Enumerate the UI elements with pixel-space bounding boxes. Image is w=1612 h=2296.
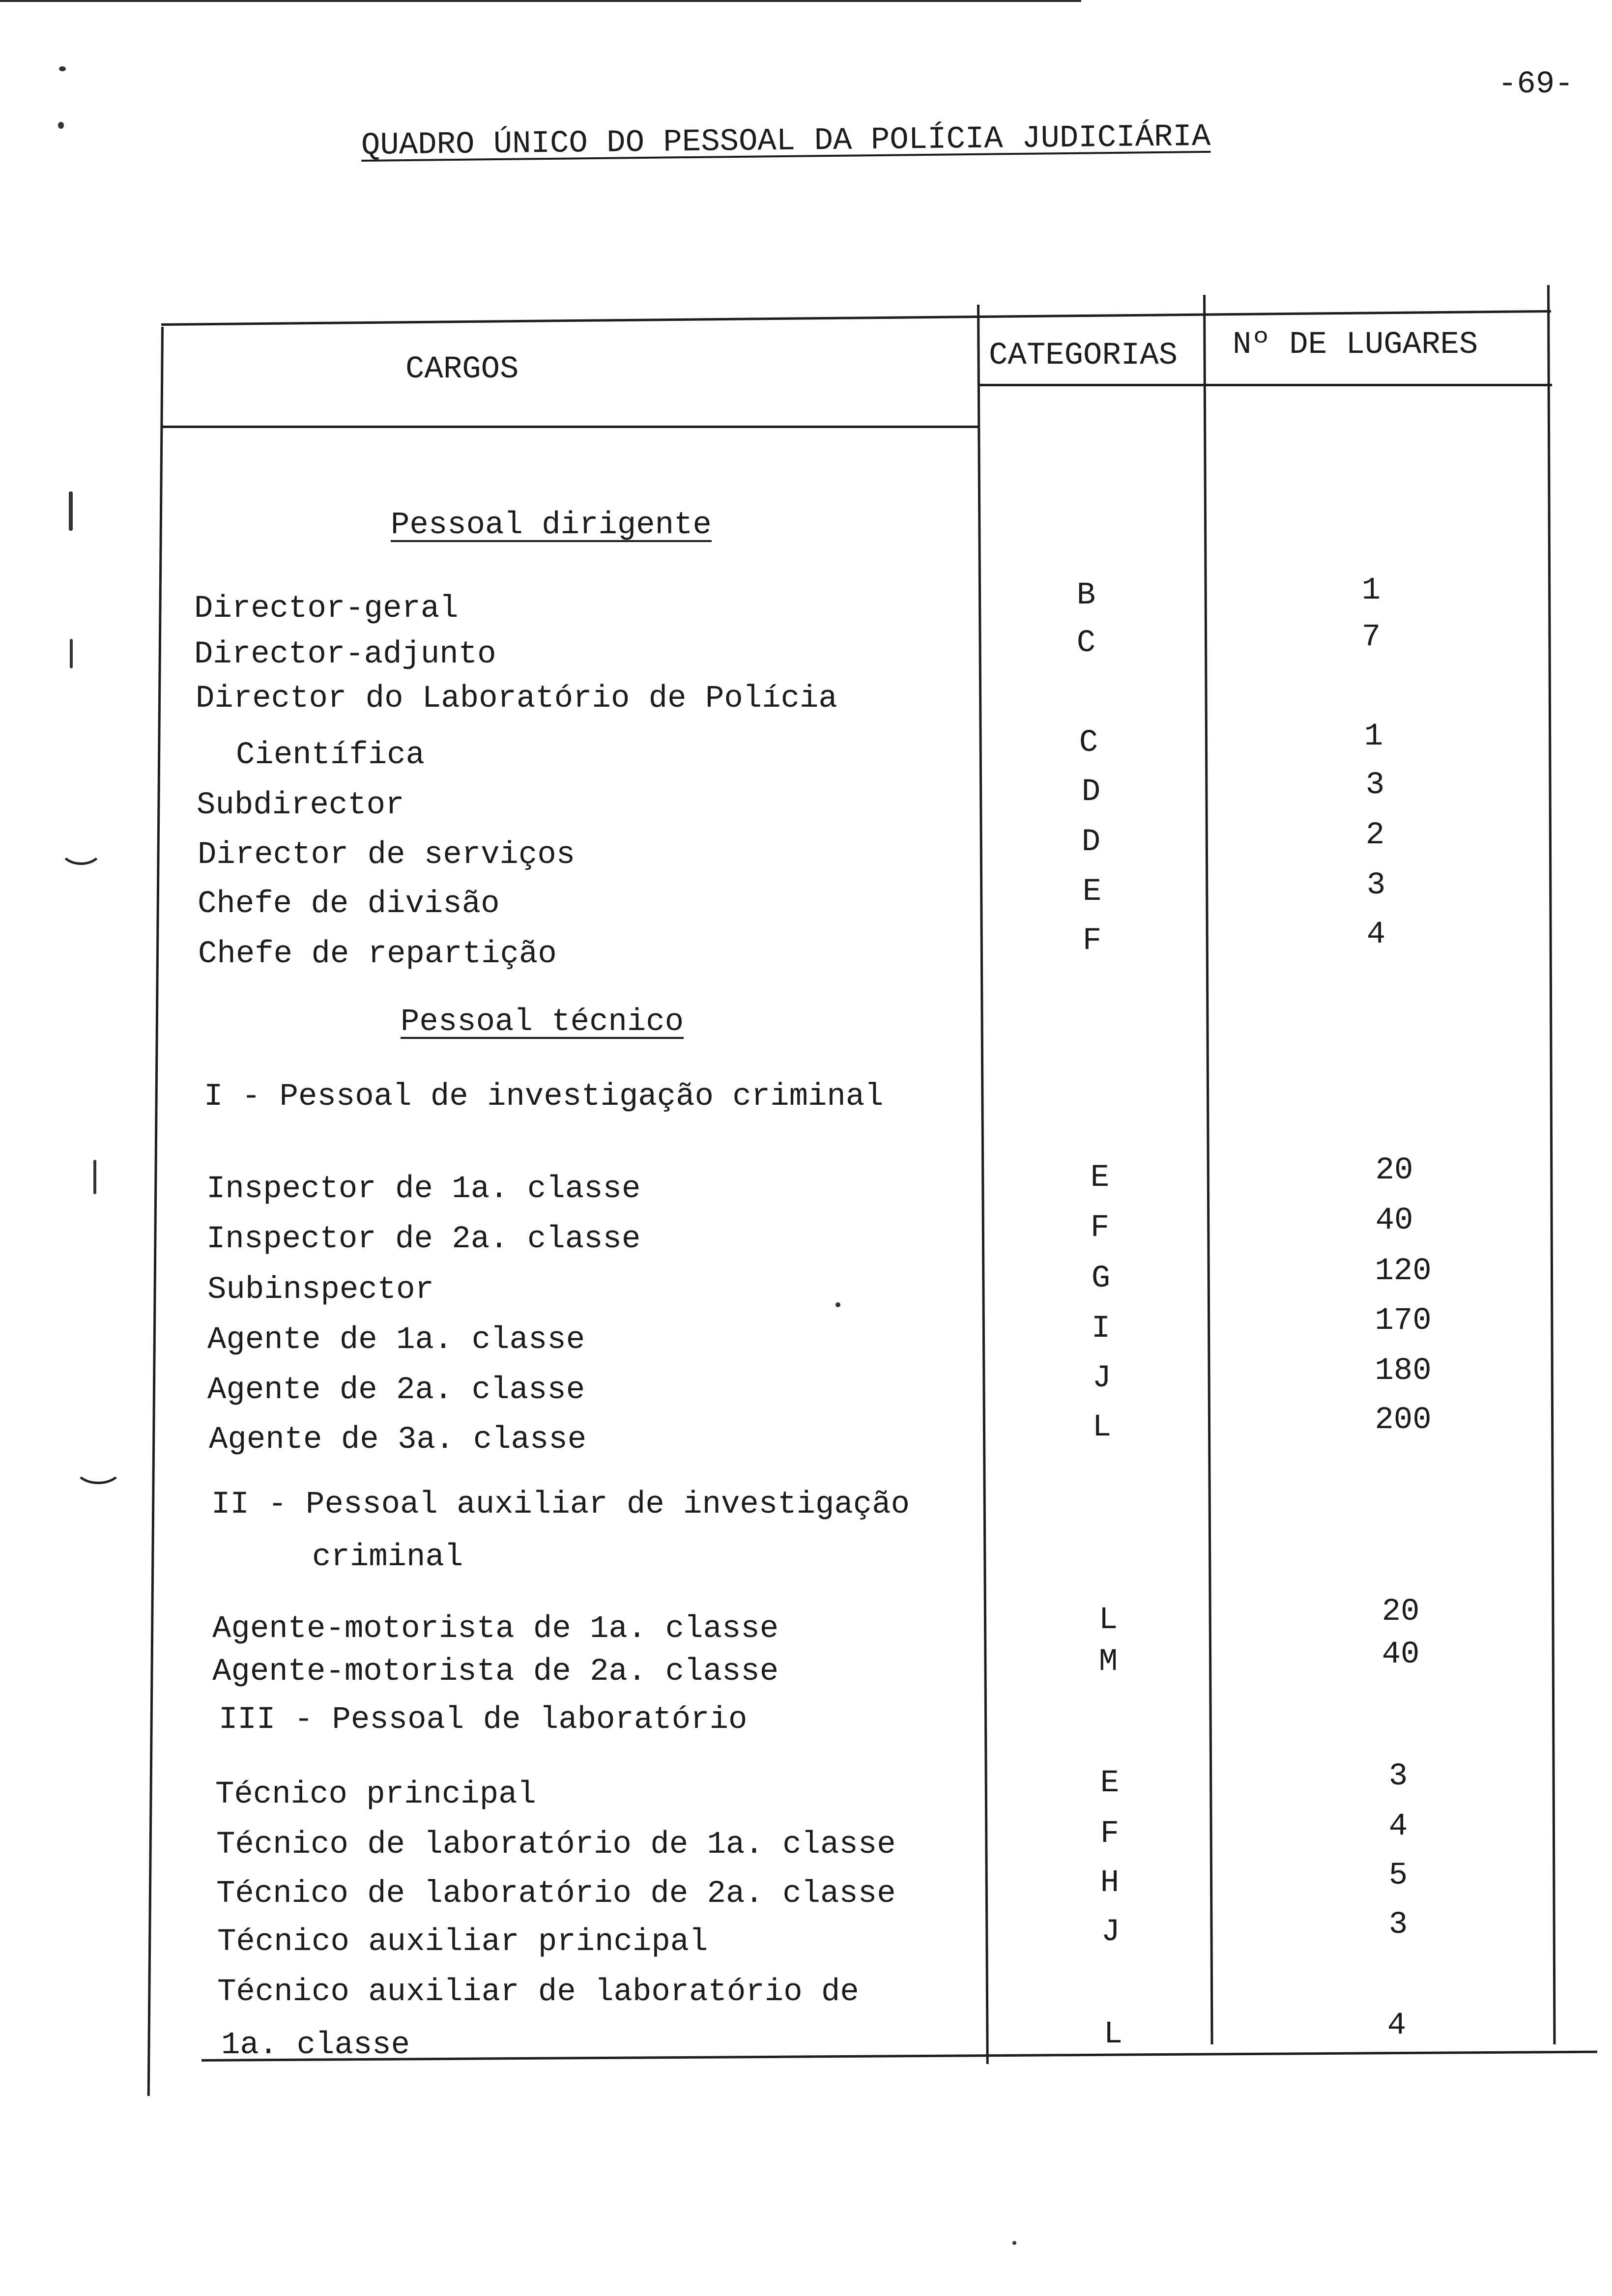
scan-speck (93, 1160, 96, 1194)
categoria-cell: I (1091, 1311, 1111, 1347)
cargo-cell: Director-adjunto (194, 637, 496, 672)
cargo-cell: Chefe de repartição (198, 937, 557, 972)
categoria-cell: C (1079, 725, 1098, 761)
scan-speck (1012, 2241, 1016, 2245)
cargo-cell: Técnico de laboratório de 2a. classe (216, 1876, 896, 1912)
cargo-cell: Agente-motorista de 1a. classe (212, 1611, 779, 1647)
table-right-border (1547, 285, 1555, 2044)
categoria-cell: C (1076, 626, 1096, 661)
categoria-cell: F (1100, 1816, 1120, 1852)
lugares-cell: 20 (1382, 1594, 1420, 1630)
cargo-cell: Agente de 1a. classe (207, 1322, 585, 1358)
cargo-cell: Agente-motorista de 2a. classe (212, 1654, 779, 1690)
section-pessoal-tecnico: Pessoal técnico (401, 1004, 684, 1040)
top-rule (0, 0, 1081, 2)
categoria-cell: H (1100, 1866, 1120, 1901)
cargo-cell: Técnico auxiliar de laboratório de (217, 1975, 859, 2010)
cargo-cell-continuation: Científica (236, 738, 425, 773)
column-divider-2 (1203, 295, 1213, 2044)
categoria-cell: D (1081, 775, 1101, 810)
header-bottom-border-right (978, 384, 1552, 386)
lugares-cell: 4 (1388, 1809, 1408, 1844)
cargo-cell: Subdirector (197, 788, 404, 823)
categoria-cell: F (1090, 1210, 1110, 1246)
scan-speck (58, 122, 64, 129)
cargo-cell: Agente de 2a. classe (207, 1373, 585, 1408)
subsection-investigacao-criminal: I - Pessoal de investigação criminal (204, 1079, 884, 1115)
lugares-cell: 1 (1361, 573, 1381, 608)
lugares-cell: 40 (1382, 1637, 1420, 1672)
lugares-cell: 120 (1375, 1254, 1432, 1289)
lugares-cell: 170 (1375, 1303, 1432, 1339)
cargo-cell: Inspector de 1a. classe (206, 1172, 641, 1207)
table-bottom-border (202, 2051, 1597, 2062)
page-number: -69- (1498, 67, 1574, 102)
lugares-cell: 20 (1375, 1153, 1413, 1188)
lugares-cell: 7 (1361, 620, 1381, 655)
cargo-cell: Agente de 3a. classe (209, 1422, 587, 1458)
categoria-cell: M (1098, 1644, 1118, 1680)
header-cargos: CARGOS (405, 352, 519, 387)
lugares-cell: 5 (1388, 1858, 1408, 1894)
cargo-cell-continuation: 1a. classe (221, 2028, 410, 2063)
cargo-cell: Director do Laboratório de Polícia (196, 681, 837, 717)
lugares-cell: 1 (1364, 719, 1383, 754)
cargo-cell: Inspector de 2a. classe (206, 1222, 641, 1257)
cargo-cell: Técnico principal (215, 1777, 536, 1812)
categoria-cell: E (1100, 1766, 1120, 1801)
lugares-cell: 3 (1365, 768, 1385, 803)
cargo-cell: Subinspector (207, 1272, 434, 1308)
scan-speck (59, 66, 66, 71)
cargo-cell: Director de serviços (198, 837, 576, 873)
lugares-cell: 4 (1387, 2008, 1407, 2043)
lugares-cell: 3 (1388, 1907, 1408, 1943)
header-lugares: Nº DE LUGARES (1233, 327, 1478, 363)
cargo-cell: Chefe de divisão (198, 887, 500, 922)
scan-speck (70, 639, 73, 668)
cargo-cell: Técnico de laboratório de 1a. classe (216, 1827, 896, 1863)
categoria-cell: J (1092, 1361, 1112, 1396)
categoria-cell: L (1098, 1603, 1118, 1638)
section-pessoal-dirigente: Pessoal dirigente (391, 508, 712, 543)
scan-mark (74, 1450, 123, 1484)
scan-mark (59, 831, 103, 865)
lugares-cell: 180 (1375, 1353, 1432, 1389)
lugares-cell: 4 (1366, 917, 1386, 952)
cargo-cell: Director-geral (194, 591, 459, 627)
subsection-pessoal-laboratorio: III - Pessoal de laboratório (219, 1702, 748, 1738)
lugares-cell: 40 (1375, 1203, 1413, 1238)
scan-speck (835, 1302, 840, 1307)
categoria-cell: F (1082, 923, 1102, 959)
categoria-cell: J (1101, 1915, 1121, 1950)
table-left-border (147, 327, 164, 2096)
categoria-cell: D (1081, 825, 1101, 860)
table-top-border (161, 310, 1551, 326)
column-divider-1 (977, 305, 989, 2064)
categoria-cell: L (1103, 2017, 1123, 2052)
lugares-cell: 200 (1375, 1403, 1432, 1438)
lugares-cell: 2 (1365, 818, 1385, 853)
header-bottom-border-left (162, 426, 978, 428)
document-title: QUADRO ÚNICO DO PESSOAL DA POLÍCIA JUDICIÁRIA (361, 119, 1211, 164)
scan-speck (69, 491, 73, 531)
categoria-cell: B (1076, 578, 1096, 613)
categoria-cell: G (1091, 1261, 1111, 1296)
header-categorias: CATEGORIAS (989, 338, 1178, 373)
subsection-auxiliar-investigacao: II - Pessoal auxiliar de investigação (211, 1487, 910, 1522)
categoria-cell: L (1092, 1410, 1112, 1445)
categoria-cell: E (1082, 874, 1102, 910)
subsection-auxiliar-investigacao-cont: criminal (312, 1540, 463, 1575)
lugares-cell: 3 (1388, 1759, 1408, 1794)
cargo-cell: Técnico auxiliar principal (217, 1924, 708, 1960)
categoria-cell: E (1090, 1160, 1110, 1196)
lugares-cell: 3 (1366, 868, 1386, 903)
